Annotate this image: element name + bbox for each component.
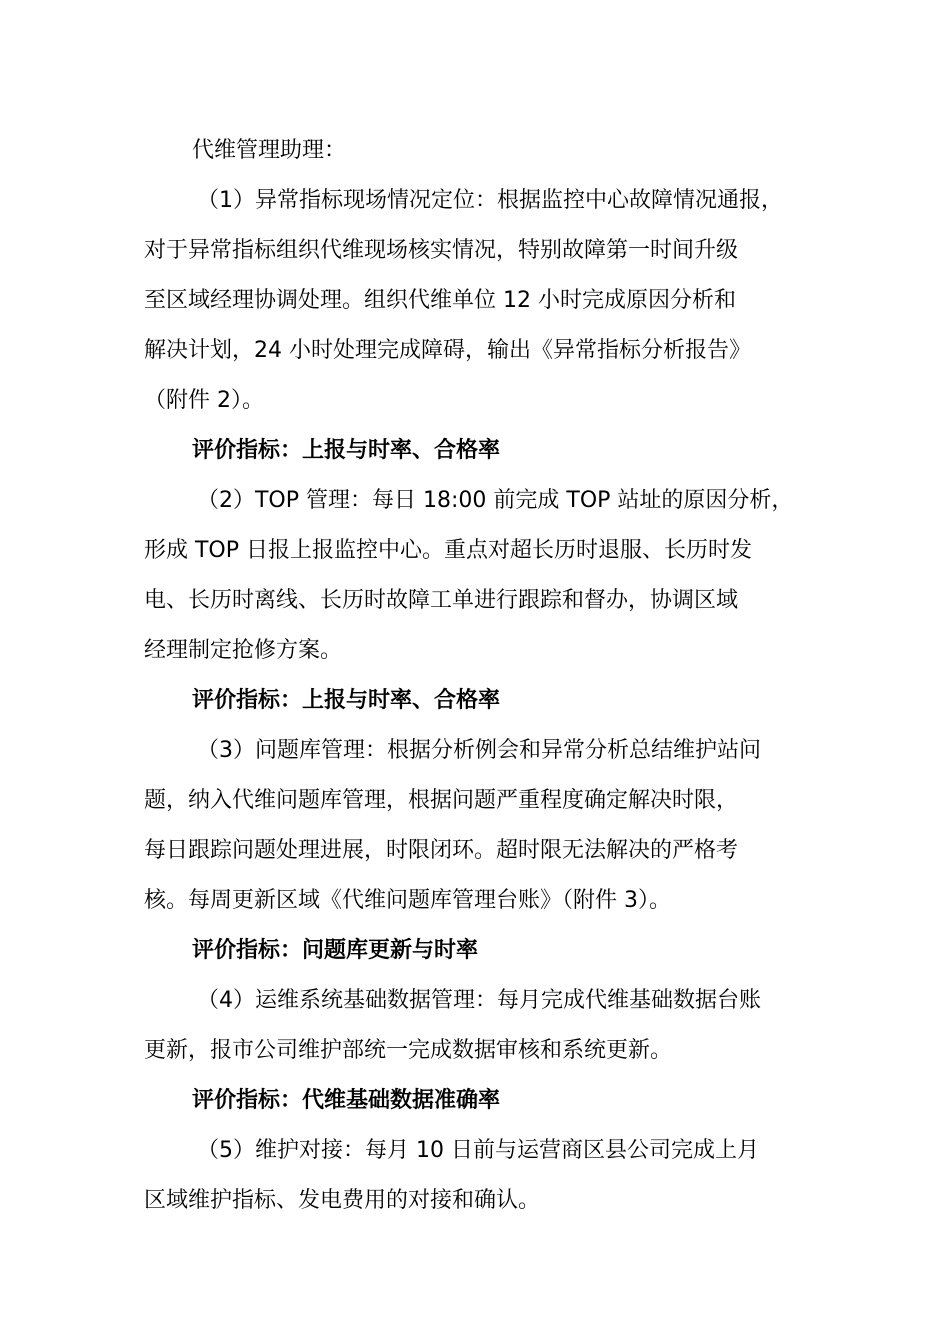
paragraph-line: （5）维护对接：每月 10 日前与运营商区县公司完成上月 (197, 1138, 759, 1163)
paragraph-line: 电、长历时离线、长历时故障工单进行跟踪和督办，协调区域 (144, 588, 739, 613)
paragraph-line: （2）TOP 管理：每日 18:00 前完成 TOP 站址的原因分析， (197, 488, 794, 513)
evaluation-metric: 评价指标：问题库更新与时率 (192, 938, 479, 963)
paragraph-line: 至区域经理协调处理。组织代维单位 12 小时完成原因分析和 (144, 288, 736, 313)
paragraph-line: （3）问题库管理：根据分析例会和异常分析总结维护站问 (197, 738, 761, 763)
paragraph-line: 区域维护指标、发电费用的对接和确认。 (144, 1188, 541, 1213)
paragraph-line: 核。每周更新区域《代维问题库管理台账》（附件 3）。 (144, 888, 671, 913)
paragraph-line: （1）异常指标现场情况定位：根据监控中心故障情况通报， (197, 188, 783, 213)
paragraph-line: （4）运维系统基础数据管理：每月完成代维基础数据台账 (197, 988, 761, 1013)
document-heading: 代维管理助理： (192, 138, 347, 163)
paragraph-line: 对于异常指标组织代维现场核实情况，特别故障第一时间升级 (144, 238, 739, 263)
paragraph-line: 经理制定抢修方案。 (144, 638, 343, 663)
paragraph-line: （附件 2）。 (144, 388, 264, 413)
paragraph-line: 更新，报市公司维护部统一完成数据审核和系统更新。 (144, 1038, 673, 1063)
paragraph-line: 题，纳入代维问题库管理，根据问题严重程度确定解决时限， (144, 788, 739, 813)
paragraph-line: 解决计划，24 小时处理完成障碍，输出《异常指标分析报告》 (144, 338, 751, 363)
paragraph-line: 形成 TOP 日报上报监控中心。重点对超长历时退服、长历时发 (144, 538, 753, 563)
evaluation-metric: 评价指标：上报与时率、合格率 (192, 688, 501, 713)
evaluation-metric: 评价指标：上报与时率、合格率 (192, 438, 501, 463)
paragraph-line: 每日跟踪问题处理进展，时限闭环。超时限无法解决的严格考 (144, 838, 739, 863)
evaluation-metric: 评价指标：代维基础数据准确率 (192, 1088, 501, 1113)
